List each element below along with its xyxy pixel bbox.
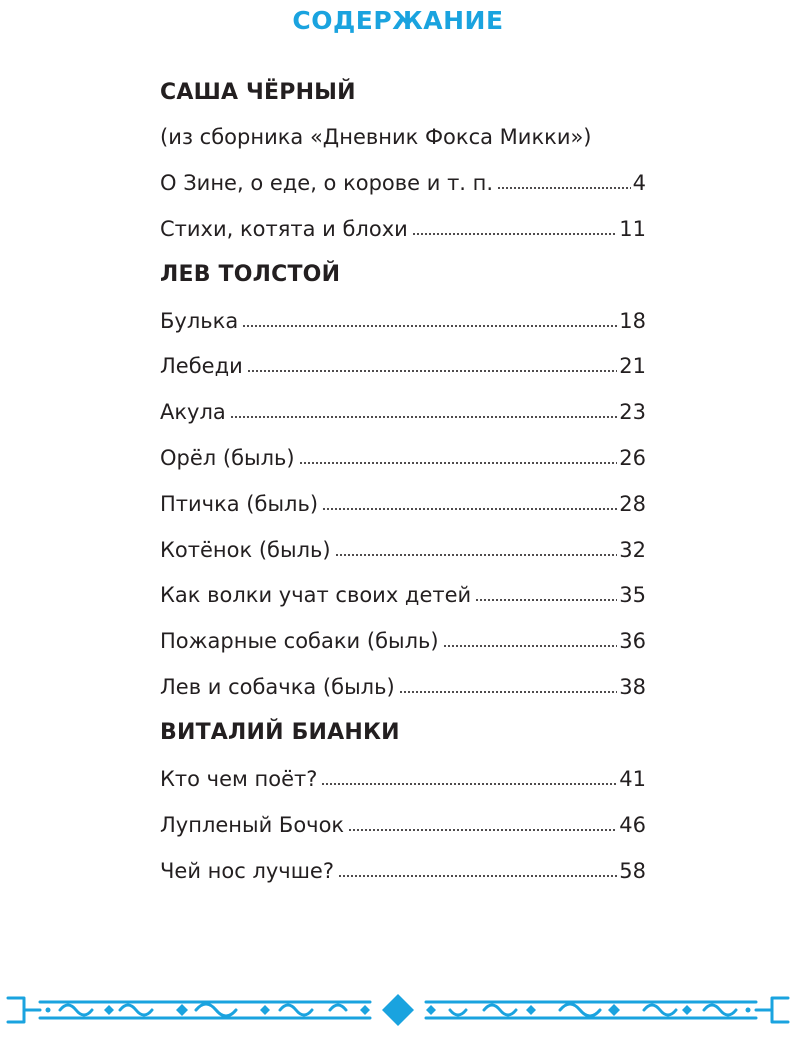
entry-page-number: 28 bbox=[619, 492, 646, 516]
toc-entry[interactable] bbox=[160, 311, 646, 332]
toc-entry[interactable] bbox=[160, 585, 646, 606]
entry-page-number: 26 bbox=[619, 446, 646, 470]
entry-title: Лев и собачка (быль) bbox=[160, 675, 395, 699]
entry-title: Кто чем поёт? bbox=[160, 767, 318, 791]
entry-page-number: 38 bbox=[619, 675, 646, 699]
ornament-border-icon bbox=[0, 988, 796, 1032]
toc-entry[interactable] bbox=[160, 631, 646, 652]
toc-entry[interactable] bbox=[160, 815, 646, 836]
dot-leader bbox=[242, 325, 617, 327]
dot-leader bbox=[399, 691, 618, 693]
toc-entry[interactable] bbox=[160, 494, 646, 515]
entry-title: Чей нос лучше? bbox=[160, 859, 334, 883]
page-title: СОДЕРЖАНИЕ bbox=[292, 6, 504, 35]
entry-page-number: 58 bbox=[619, 859, 646, 883]
entry-title: Булька bbox=[160, 309, 239, 333]
dot-leader bbox=[475, 599, 617, 601]
entry-page-number: 4 bbox=[632, 171, 646, 195]
entry-title: Котёнок (быль) bbox=[160, 538, 331, 562]
dot-leader bbox=[321, 783, 617, 785]
toc-entry[interactable] bbox=[160, 219, 646, 240]
author-heading: ВИТАЛИЙ БИАНКИ bbox=[160, 720, 400, 745]
toc-entry[interactable] bbox=[160, 769, 646, 790]
dot-leader bbox=[412, 233, 618, 235]
dot-leader bbox=[338, 875, 617, 877]
dot-leader bbox=[322, 508, 617, 510]
dot-leader bbox=[497, 187, 631, 189]
entry-page-number: 46 bbox=[619, 813, 646, 837]
author-heading: САША ЧЁРНЫЙ bbox=[160, 80, 356, 105]
entry-title: Лупленый Бочок bbox=[160, 813, 345, 837]
dot-leader bbox=[230, 416, 617, 418]
entry-title: Лебеди bbox=[160, 354, 243, 378]
toc-entry[interactable] bbox=[160, 677, 646, 698]
dot-leader bbox=[335, 554, 618, 556]
toc-entry[interactable] bbox=[160, 448, 646, 469]
entry-page-number: 23 bbox=[619, 400, 646, 424]
toc-entry[interactable] bbox=[160, 861, 646, 882]
dot-leader bbox=[348, 829, 617, 831]
dot-leader bbox=[247, 370, 618, 372]
entry-page-number: 32 bbox=[619, 538, 646, 562]
entry-title: Птичка (быль) bbox=[160, 492, 319, 516]
entry-page-number: 18 bbox=[619, 309, 646, 333]
author-heading: ЛЕВ ТОЛСТОЙ bbox=[160, 262, 341, 287]
toc-entry[interactable] bbox=[160, 356, 646, 377]
dot-leader bbox=[443, 645, 618, 647]
entry-page-number: 21 bbox=[619, 354, 646, 378]
entry-title: О Зине, о еде, о корове и т. п. bbox=[160, 171, 494, 195]
toc-entry[interactable] bbox=[160, 173, 646, 194]
entry-title: Пожарные собаки (быль) bbox=[160, 629, 439, 653]
entry-title: Стихи, котята и блохи bbox=[160, 217, 408, 241]
entry-page-number: 35 bbox=[619, 583, 646, 607]
entry-page-number: 36 bbox=[619, 629, 646, 653]
toc-entry[interactable] bbox=[160, 540, 646, 561]
toc-entry[interactable] bbox=[160, 402, 646, 423]
collection-subtitle: (из сборника «Дневник Фокса Микки») bbox=[160, 125, 592, 149]
entry-page-number: 11 bbox=[619, 217, 646, 241]
entry-title: Как волки учат своих детей bbox=[160, 583, 472, 607]
entry-title: Акула bbox=[160, 400, 226, 424]
dot-leader bbox=[299, 462, 618, 464]
entry-title: Орёл (быль) bbox=[160, 446, 295, 470]
entry-page-number: 41 bbox=[619, 767, 646, 791]
